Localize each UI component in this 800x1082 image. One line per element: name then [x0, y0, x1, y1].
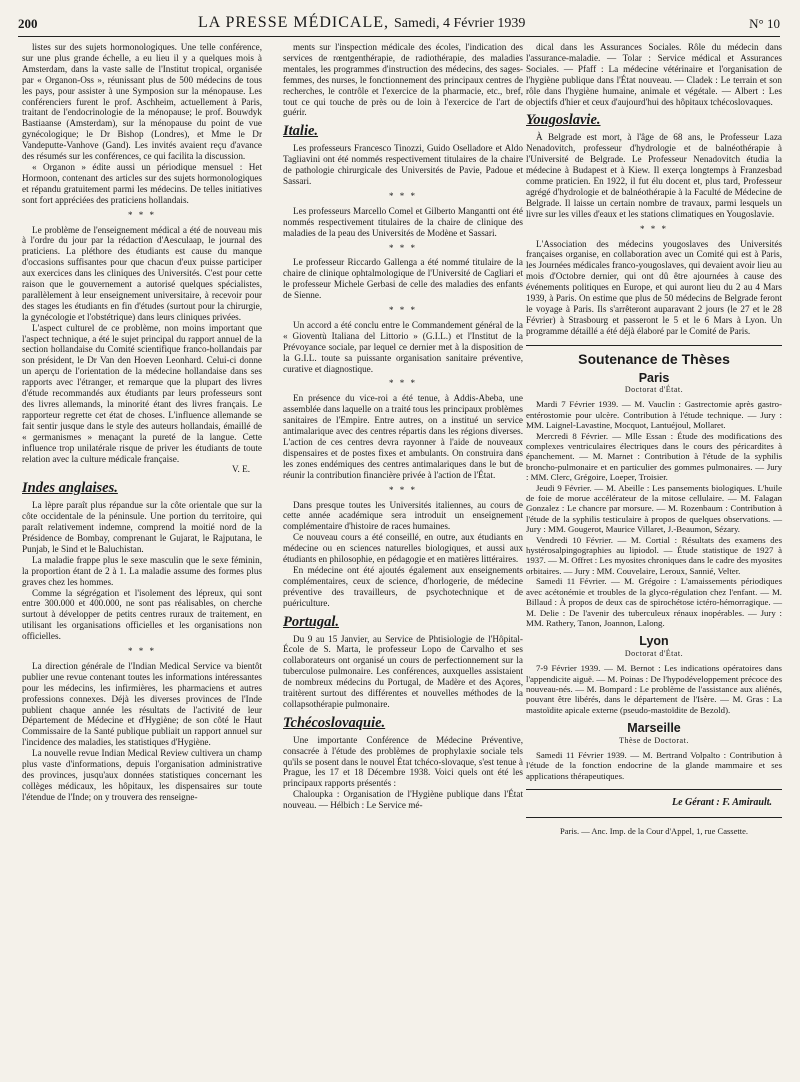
city-lyon: Lyon: [639, 634, 669, 649]
page-number: 200: [18, 16, 38, 31]
paragraph: La direction générale de l'Indian Medical Service va bientôt publier une revue contenant toutes les informations intéressantes pour les médecins, les infirmières, les pharmaciens et autres professions connexes. Déjà les diverses provinces de l'Inde publient chaque année les résultats de l'activité de leur Département de Médecine et d'Hygiène; de son côté le Haut Commissaire de la Santé publique publiait un rapport annuel sur l'incidence des maladies, les statistiques d'Hygiène.: [22, 660, 262, 748]
thesis-entry: 7-9 Février 1939. — M. Bernot : Les indications opératoires dans l'appendicite aiguë. — M. Poinas : De l'hypodéveloppement précoce des nouveau-nés. — M. Bompard : Le problème de l'assistance aux aliénés, pouvant être libérés, dans le département de l'Isère. — M. Gras : La mastoïdite apicale externe (pseudo-mastoïdite de Bezold).: [526, 663, 782, 715]
imprint-line: Paris. — Anc. Imp. de la Cour d'Appel, 1, rue Cassette.: [559, 826, 749, 837]
separator-stars: * * *: [128, 209, 156, 220]
section-title-portugal: Portugal.: [283, 613, 339, 630]
paragraph: En présence du vice-roi a été tenue, à Addis-Abeba, une assemblée dans laquelle on a traité tous les principaux problèmes sanitaires de l'Empire. Entre autres, on a institué un service antimalarique avec des centres répartis dans les régions diverses. L'action de ces centres devra rayonner à l'aide de nouveaux dispensaires et de postes fixes et ambulants. On construira dans les zones endémiques des centres antimalariques dans le but de réunir la contribution financière privée à l'action de l'État.: [283, 393, 523, 480]
thesis-entry: Vendredi 10 Février. — M. Cortial : Résultats des examens des hystérosalpingographies au lipiodol. — Étude statistique de 1927 à 1937. — M. Offret : Les myosites chroniques dans le cadre des myosites orbitaires. — Jury : MM. Couvelaire, Leroux, Sannié, Velter.: [526, 534, 782, 576]
separator-stars: * * *: [128, 646, 156, 657]
paragraph: En médecine ont été ajoutés également aux enseignements complémentaires, ceux de science, d'horlogerie, de médecine préventive des travailleurs, de psychotechnique et de puériculture.: [283, 564, 523, 608]
paragraph: Une importante Conférence de Médecine Préventive, consacrée à l'étude des problèmes de prophylaxie sociale tels qu'ils se posent dans le nouvel État tchéco-slovaque, s'est tenue à Prague, les 17 et 18 Décembre 1938. Voici quels ont été les principaux rapports présentés :: [283, 734, 523, 789]
paragraph: L'Association des médecins yougoslaves des Universités françaises organise, en collaboration avec un Comité qui est à Paris, les Journées médicales franco-yougoslaves, qui devaient avoir lieu au mois d'Octobre dernier, qui ont dû être ajournées à cause des événements politiques en Europe, et qui auront lieu du 2 au 4 Mars 1939, à Paris. On estime que plus de 50 médecins de Belgrade feront le voyage à Paris. Ils s'arrêteront auparavant 2 jours (le 27 et le 28 Février) à Strasbourg et passeront le 5 et le 6 Mars à Lyon. Un programme détaillé a été déjà élaboré par le Comité de Paris.: [526, 238, 782, 336]
column-1: [22, 42, 262, 803]
theses-title: Soutenance de Thèses: [578, 350, 730, 367]
issue-number: N° 10: [749, 16, 780, 31]
section-title-tchecoslovaquie: Tchécoslovaquie.: [283, 714, 386, 731]
thesis-entry: Samedi 11 Février. — M. Grégoire : L'amaissements périodiques avec acétonémie et troubles de la glyco-régulation chez l'enfant. — M. Billaud : À propos de deux cas de spirochétose ictéro-hémorragique. — M. Delie : De l'avenir des tuberculeux rénaux inopérables. — Jury : MM. Rathery, Tanon, Joannon, Lalong.: [526, 576, 782, 628]
thesis-entry: Jeudi 9 Février. — M. Abeille : Les pansements biologiques. L'huile de foie de morue accélérateur de la mitose cellulaire. — M. Falagan Gonzalez : Le chancre par morsure. — M. Rozenbaum : Contribution à l'étude de la syphilis testiculaire à propos de quelques observations. — Jury : MM. Gougerot, Maurice Villaret, J.-Beaumon, Sézary.: [526, 482, 782, 535]
paragraph: Les professeurs Francesco Tinozzi, Guido Oselladore et Aldo Tagliavini ont été nommés respectivement titulaires de la chaire de pathologie chirurgicale des Universités de Pavie, Padoue et Sassari.: [283, 143, 523, 186]
section-title-indes: Indes anglaises.: [22, 480, 118, 497]
thesis-entry: Mercredi 8 Février. — Mlle Essan : Étude des modifications des complexes ventriculaires électriques dans le cours des péricardites à épanchement. — M. Marnet : Contribution à l'étude de la syphilis broncho-pulmonaire et en particulier des gommes pulmonaires. — Jury : MM. Clerc, Grégoire, Loeper, Troisier.: [526, 430, 782, 483]
paragraph: Les professeurs Marcello Comel et Gilberto Mangantti ont été nommés respectivement titulaires de la chaire de clinique des maladies de la peau des Universités de Modène et Sassari.: [283, 205, 523, 238]
page-header: [18, 14, 780, 37]
paragraph: « Organon » édite aussi un périodique mensuel : Het Hormoon, contenant des articles sur des sujets hormonologiques et répandu gratuitement parmi les médecins. De telles initiatives sont fort appréciées des praticiens hollandais.: [22, 161, 262, 205]
paragraph: Dans presque toutes les Universités italiennes, au cours de cette année académique sera introduit un enseignement complémentaire d'histoire de races humaines.: [283, 499, 523, 532]
thesis-entry: Samedi 11 Février 1939. — M. Bertrand Volpalto : Contribution à l'étude de la fonction endocrine de la glande mammaire et ses applications thérapeutiques.: [526, 749, 782, 781]
divider: [526, 345, 782, 346]
paragraph: listes sur des sujets hormonologiques. Une telle conférence, sur une plus grande échelle, a eu lieu il y a quelques mois à Amsterdam, dans la vaste salle de l'Institut tropical, organisée par « Organon-Oss », réunissant plus de 500 médecins de tous les pays, pour assister à une Symposion sur la ménopause. Les conférenciers furent le prof. Aschheim, actuellement à Paris, traitant de l'endocrinologie de la ménopause; le prof. Bouwdyk Bastiaanse (Amsterdam), sur la ménopause du point de vue gynécologique; le Dr Bishop (Londres), et Mme le Dr Vandeputte-Vanhove (Gand). Les invités avaient reçu d'avance des résumés sur les conférences, ce qui facilita la discussion.: [22, 42, 262, 162]
paragraph: Le professeur Riccardo Gallenga a été nommé titulaire de la chaire de clinique ophtalmologique de l'Université de Cagliari et le professeur Michele Gerbasi de celle des maladies des enfants de Sienne.: [283, 257, 523, 301]
separator-stars: * * *: [640, 223, 668, 234]
journal-name: LA PRESSE MÉDICALE,: [198, 14, 390, 31]
divider: [526, 817, 782, 818]
paragraph: Ce nouveau cours a été conseillé, en outre, aux étudiants en médecine ou en sciences naturelles biologiques, et aussi aux étudiants en philosophie, en pédagogie et en matières littéraires.: [283, 532, 523, 565]
doctorat-label: Doctorat d'État.: [624, 649, 684, 659]
doctorat-label: Doctorat d'État.: [624, 385, 684, 395]
paragraph: Chaloupka : Organisation de l'Hygiène publique dans l'État nouveau. — Hélbich : Le Service mé-: [283, 789, 523, 811]
paragraph: Le problème de l'enseignement médical a été de nouveau mis à l'ordre du jour par la rédaction d'Aesculaap, le journal des praticiens. La pléthore des étudiants est cause du manque d'occasions suffisantes pour que chacun d'eux puisse participer aux exercices dans les cliniques des Universités. C'est pour cette raison que le gouvernement a autorisé quelques spécialistes, parallèlement à leur enseignement universitaire, à recevoir pour des stages les étudiants en fin d'études (surtout pour la chirurgie, la gynécologie et l'obstétrique) dans leurs cliniques privées.: [22, 224, 262, 322]
paragraph: dical dans les Assurances Sociales. Rôle du médecin dans l'assurance-maladie. — Tolar : Service médical et Assurances Sociales. — Pfaff : La médecine vétérinaire et l'organisation de l'hygiène publique dans l'État nouveau. — Cladek : Le terrain et son rôle dans l'hygiène humaine, animale et végétale. — Albert : Les objectifs d'hier et ceux d'aujourd'hui des hôpitaux tchécoslovaques.: [526, 42, 782, 107]
journal-title: [198, 14, 525, 32]
paragraph: Un accord a été conclu entre le Commandement général de la « Gioventù Italiana del Littorio » (G.I.L.) et l'Institut de la Prévoyance sociale, par lequel ce dernier met à la disposition de la G.I.L. toute sa puissante organisation sanitaire préventive, curative et diagnostique.: [283, 319, 523, 374]
column-2: [283, 42, 523, 811]
city-paris: Paris: [638, 370, 670, 385]
divider: [526, 789, 782, 790]
separator-stars: * * *: [389, 242, 417, 253]
separator-stars: * * *: [389, 484, 417, 495]
issue-date: Samedi, 4 Février 1939: [394, 16, 526, 31]
paragraph: La lèpre paraît plus répandue sur la côte orientale que sur la côte occidentale de la péninsule. Une portion du territoire, qui paraît relativement indemne, comprend la moitié nord de la Présidence de Bombay, comprenant le Gujarat, le Rajputana, le Punjab, le Sind et le Baluchistan.: [22, 500, 262, 554]
section-title-yougoslavie: Yougoslavie.: [526, 112, 601, 129]
gerant-line: Le Gérant : F. Amirault.: [671, 797, 772, 809]
paragraph: Du 9 au 15 Janvier, au Service de Phtisiologie de l'Hôpital-École de S. Marta, le professeur Lopo de Carvalho et ses collaborateurs ont organisé un cours de perfectionnement sur la tuberculose pulmonaire. Les conférences, auxquelles assistaient de nombreux médecins du Portugal, de Madère et des Açores, traitèrent surtout des différentes et nouvelles méthodes de la collapsothérapie pulmonaire.: [283, 633, 523, 709]
section-title-italie: Italie.: [283, 123, 319, 140]
paragraph: Comme la ségrégation et l'isolement des lépreux, qui sont entre 300.000 et 400.000, ne sont pas réalisables, on cherche surtout à développer de petits centres ruraux de traitement, en utilisant les organisations officielles et les organisations non officielles.: [22, 587, 262, 642]
paragraph: La nouvelle revue Indian Medical Review cultivera un champ plus vaste d'informations, depuis l'organisation administrative des provinces, jusqu'aux données statistiques concernant les collèges médicaux, les hôpitaux, les dispensaires sur toute l'étendue de l'Inde; on y trouvera des renseigne-: [22, 748, 262, 802]
paragraph: À Belgrade est mort, à l'âge de 68 ans, le Professeur Laza Nenadovitch, professeur d'hydrologie et de balnéothérapie à l'Université de Belgrade. Le Professeur Nenadovitch étudia la médecine à Budapest et à Kiew. Il exerça longtemps à Franzesbad comme praticien. En 1922, il fut élu docent et, plus tard, Professeur agrégé d'hydrologie et de balnéothérapie à la Faculté de Médecine de Belgrade. Il laisse un certain nombre de travaux, parmi lesquels un livre sur les villes d'eaux et les stations climatiques en Yougoslavie.: [526, 132, 782, 219]
paragraph: La maladie frappe plus le sexe masculin que le sexe féminin, la proportion étant de 2 à 1. La maladie assume des formes plus graves chez les hommes.: [22, 554, 262, 587]
separator-stars: * * *: [389, 305, 417, 316]
thesis-entry: Mardi 7 Février 1939. — M. Vauclin : Gastrectomie après gastro-entérostomie pour ulcère. Contribution à l'étude technique. — Jury : MM. Laignel-Lavastine, Mocquot, Lantuéjoul, Mollaret.: [526, 399, 782, 431]
city-marseille: Marseille: [627, 721, 681, 736]
paragraph: ments sur l'inspection médicale des écoles, l'indication des services de rœntgenthérapie, de radiothérapie, des maladies mentales, les programmes d'instruction des médecins, des sages-femmes, des nurses, le fonctionnement des principaux centres de recherches, le contrôle et l'exercice de la pharmacie, etc., bref, tout ce qui touche de près ou de loin à l'exercice de l'art de guérir.: [283, 42, 523, 118]
signature: V. E.: [232, 464, 250, 475]
separator-stars: * * *: [389, 378, 417, 389]
these-label: Thèse de Doctorat.: [619, 736, 689, 746]
separator-stars: * * *: [389, 190, 417, 201]
column-3: [526, 42, 782, 837]
paragraph: L'aspect culturel de ce problème, non moins important que l'aspect technique, a été le sujet principal du rapport annuel de la section hollandaise du Comité scientifique franco-hollandais par son président, le Dr Van den Hoeven Leonhard. Celui-ci donne un aperçu de l'orientation de la médecine hollandaise dans ses rapports avec l'étranger, et remarque que la plupart des livres d'étude recommandés aux étudiants par leurs professeurs sont des livres allemands, la minorité étant des livres français. Le rapporteur regrette cet état de choses. L'influence allemande se fait sentir jusque dans le style des auteurs hollandais, émaillé de « germanismes » menaçant la pureté de la langue. Cette influence trop unilatérale risque de priver les étudiants de toute relation avec la culture médicale française.: [22, 322, 262, 464]
